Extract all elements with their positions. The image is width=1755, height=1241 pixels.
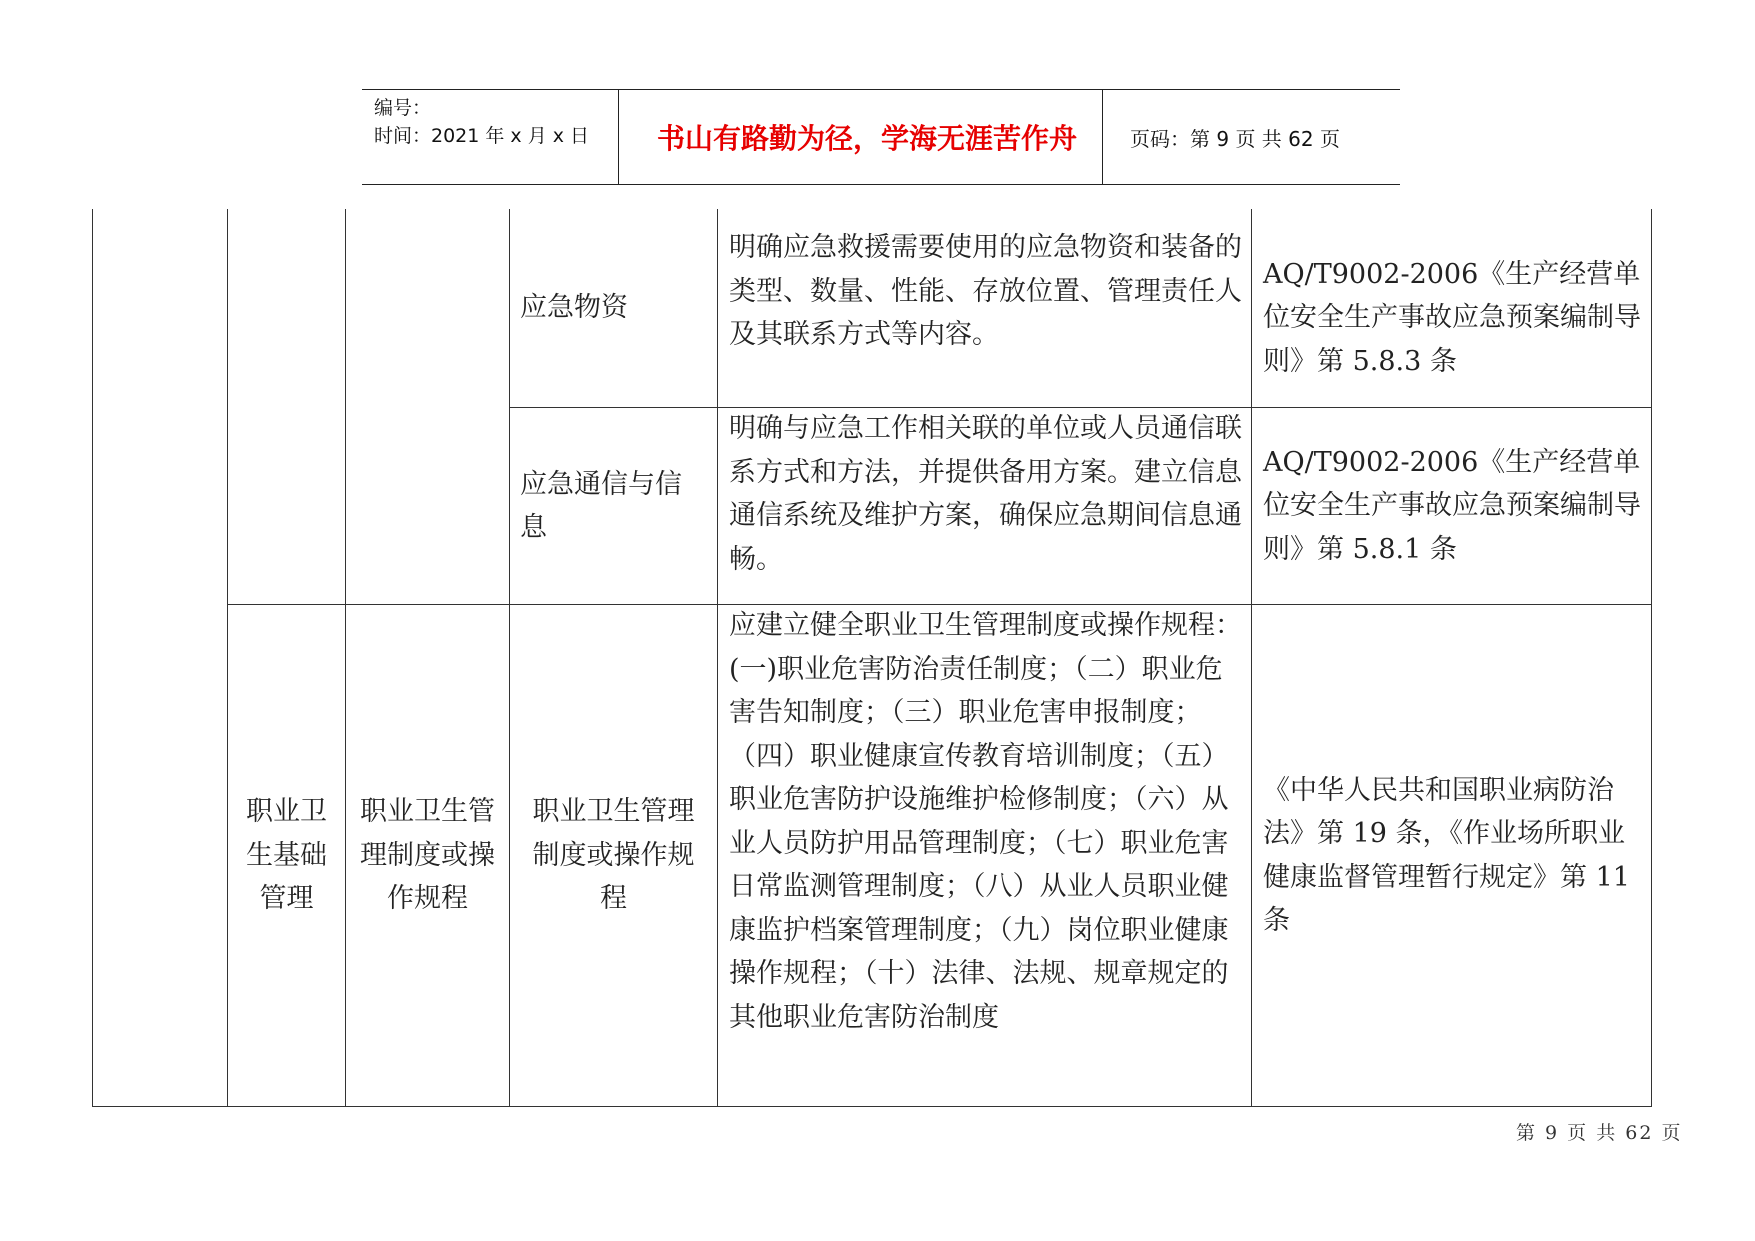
cell-text: 明确与应急工作相关联的单位或人员通信联系方式和方法，并提供备用方案。建立信息通信系统及维护方案，确保应急期间信息通畅。 [729,413,1242,575]
cell-text: 应急物资 [520,292,628,324]
table-border [1251,209,1252,1107]
table-cell-requirement [729,226,1244,357]
table-cell-basis [1263,605,1643,1106]
table-cell-requirement [729,407,1244,581]
cell-text: 应急通信与信息 [520,468,682,543]
table-border [1651,209,1652,1107]
cell-text: AQ/T9002-2006《生产经营单位安全生产事故应急预案编制导则》第 5.8.3 条 [1263,258,1641,377]
table-cell-basis [1263,229,1643,407]
header-page-info: 页码：第 9 页 共 62 页 [1130,126,1340,151]
header-meta [374,94,589,150]
table-cell-subcategory [346,605,509,1106]
table-cell-category [228,605,345,1106]
cell-text: 《中华人民共和国职业病防治法》第 19 条，《作业场所职业健康监督管理暂行规定》第 11 条 [1263,774,1630,936]
page-header [362,89,1400,185]
table-border [92,1106,1652,1107]
cell-text: AQ/T9002-2006《生产经营单位安全生产事故应急预案编制导则》第 5.8.1 条 [1263,446,1641,565]
document-time: 时间：2021 年 x 月 x 日 [374,125,590,147]
requirements-table [92,209,1652,1107]
cell-text: 职业卫生基础管理 [246,796,327,915]
header-divider [618,90,619,184]
table-cell-basis [1263,408,1643,604]
document-number-label: 编号： [374,97,432,119]
table-cell-requirement [729,604,1244,1039]
cell-text: 职业卫生管理制度或操作规程 [532,796,695,915]
cell-text: 明确应急救援需要使用的应急物资和装备的类型、数量、性能、存放位置、管理责任人及其联系方式等内容。 [729,232,1242,350]
cell-text: 应建立健全职业卫生管理制度或操作规程：(一)职业危害防治责任制度；（二）职业危害告知制度；（三）职业危害申报制度；（四）职业健康宣传教育培训制度；（五）职业危害防护设施维护检修制度；（六）从业人员防护用品管理制度；（七）职业危害日常监测管理制度；（八）从业人员职业健康监护档案管理制度；（九）岗位职业健康操作规程；（十）法律、法规、规章规定的其他职业危害防治制度 [729,610,1242,1033]
page-footer: 第 9 页 共 62 页 [1516,1122,1683,1144]
table-border [717,209,718,1107]
table-cell-item [520,408,705,604]
table-cell-item [520,209,710,407]
cell-text: 职业卫生管理制度或操作规程 [360,796,495,915]
table-cell-item [510,605,717,1106]
table-border [92,209,93,1107]
header-motto: 书山有路勤为径，学海无涯苦作舟 [656,122,1077,155]
